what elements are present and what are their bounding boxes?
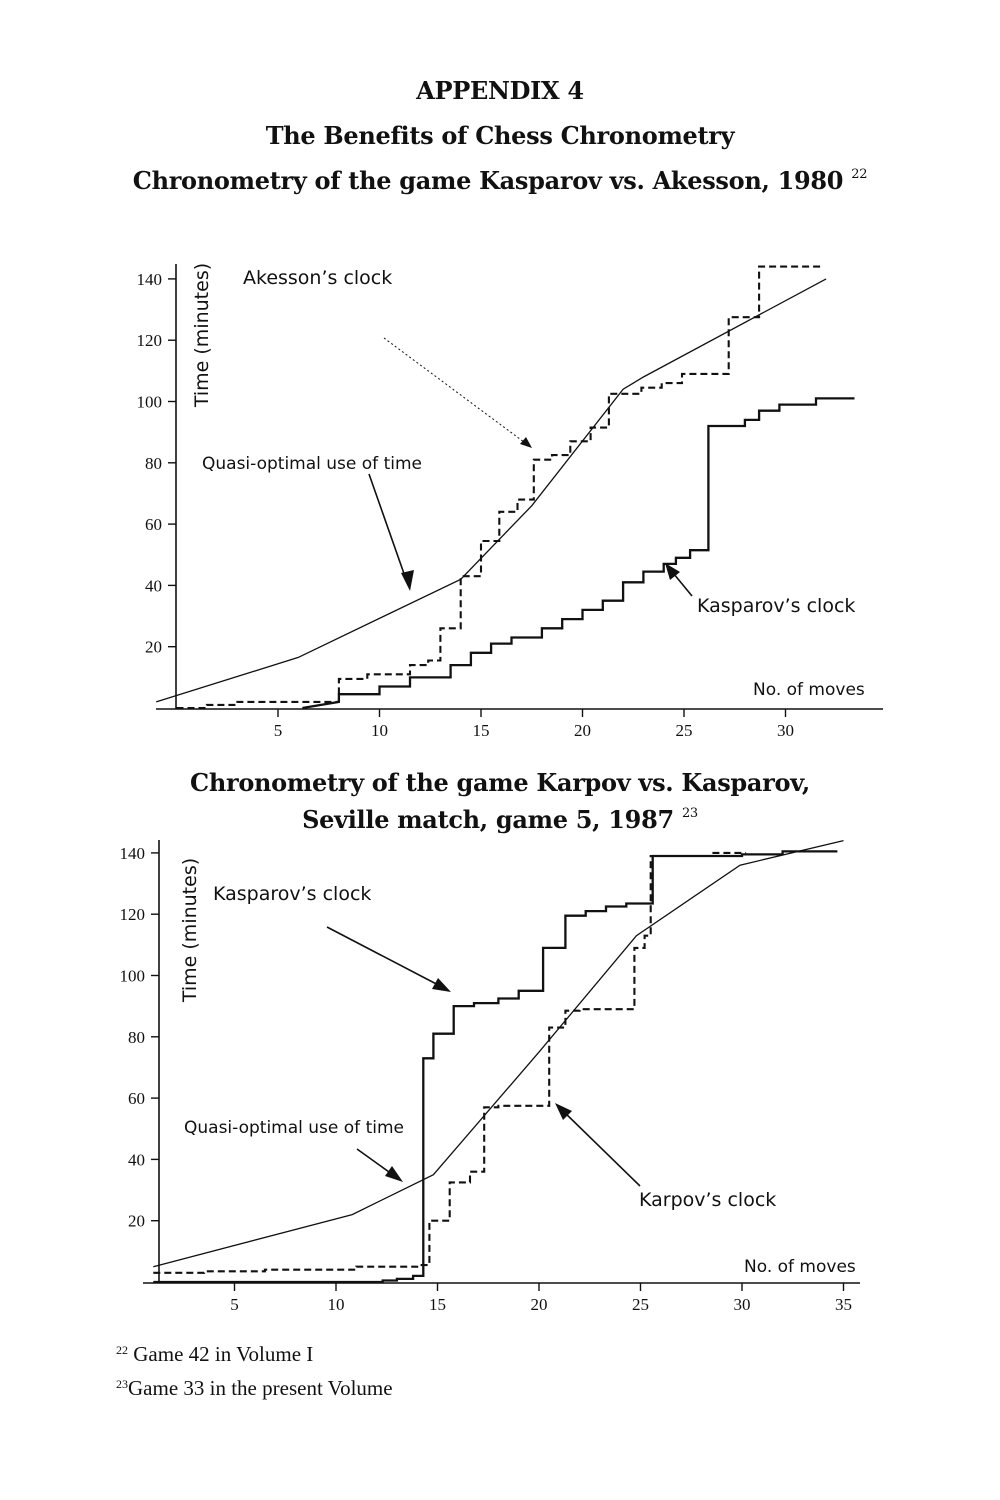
chart2-x-tick-label: 20 — [530, 1295, 548, 1314]
chart1-title — [0, 166, 1000, 195]
chart1-footnote-ref: 22 — [851, 167, 868, 182]
chart2-y-tick-label: 100 — [119, 966, 145, 986]
chart1-annotation-akesson: Akesson’s clock — [243, 267, 393, 289]
chart2-x-tick-label: 25 — [632, 1295, 649, 1314]
chart2-y-tick-label: 40 — [128, 1150, 145, 1170]
chart1-quasi-pointer — [369, 474, 408, 585]
chart2-title-line2: Seville match, game 5, 1987 — [302, 805, 674, 834]
chart2-footnote-ref: 23 — [681, 806, 698, 821]
chart2-kasparov-pointer — [327, 927, 444, 988]
chart2-x-tick-label: 35 — [835, 1295, 852, 1314]
chart1-y-tick-label: 40 — [145, 576, 162, 596]
chart2-series-kasparov-s-clock — [153, 851, 837, 1282]
chart2-quasi-arrowhead — [385, 1166, 403, 1182]
appendix-subtitle: The Benefits of Chess Chronometry — [265, 121, 735, 150]
chart1-annotation-kasparov: Kasparov’s clock — [697, 595, 856, 617]
chart2-x-tick-label: 30 — [733, 1295, 751, 1314]
chart2-y-tick-label: 120 — [119, 905, 145, 925]
chart2-annotation-quasi: Quasi-optimal use of time — [184, 1118, 404, 1138]
chart1-y-axis-label: Time (minutes) — [191, 262, 213, 408]
chart2-x-axis-label: No. of moves — [744, 1257, 856, 1277]
chart1-series-quasi-optimal-use-of-time — [156, 279, 826, 702]
chart1-akesson-arrowhead — [520, 437, 532, 448]
chart2-y-tick-label: 140 — [119, 843, 145, 863]
chart1-y-tick-label: 80 — [145, 453, 162, 473]
chart1-title-text: Chronometry of the game Kasparov vs. Akesson, 1980 — [132, 166, 844, 195]
chart2-title-line1: Chronometry of the game Karpov vs. Kasparov, — [190, 768, 810, 797]
chart1-axes — [137, 263, 884, 740]
footnote-22-text: Game 42 in Volume I — [133, 1342, 314, 1366]
chart1-y-tick-label: 140 — [136, 269, 162, 289]
chart1-x-tick-label: 15 — [472, 721, 490, 740]
chart1-y-tick-label: 60 — [145, 515, 162, 535]
footnote-23-number: 23 — [116, 1377, 128, 1391]
chart2-x-tick-label: 15 — [429, 1295, 446, 1314]
chart1-annotation-quasi: Quasi-optimal use of time — [202, 454, 422, 474]
chart1-y-tick-label: 20 — [145, 637, 162, 657]
chart2-x-tick-label: 5 — [230, 1295, 239, 1314]
footnote-23 — [116, 1369, 393, 1403]
chart2-annotation-karpov: Karpov’s clock — [639, 1189, 777, 1211]
chart2-axes — [120, 840, 861, 1314]
chart2-y-axis-label: Time (minutes) — [179, 857, 201, 1003]
chart2-annotation-kasparov: Kasparov’s clock — [213, 883, 372, 905]
footnote-22 — [116, 1335, 393, 1369]
chart2-karpov-pointer — [561, 1109, 640, 1186]
footnote-23-text: Game 33 in the present Volume — [128, 1376, 393, 1400]
chart2-x-tick-label: 10 — [327, 1295, 345, 1314]
chart1-akesson-pointer — [384, 338, 532, 448]
chart2-y-tick-label: 20 — [128, 1211, 145, 1231]
chart1-quasi-arrowhead — [401, 570, 414, 591]
chart2-series-group — [153, 841, 843, 1282]
footnote-22-number: 22 — [116, 1343, 128, 1357]
chart-kasparov-akesson — [0, 230, 1000, 750]
chart1-x-tick-label: 25 — [675, 721, 693, 740]
chart1-x-tick-label: 20 — [574, 721, 591, 740]
chart2-y-tick-label: 60 — [128, 1089, 145, 1109]
chart1-series-group — [156, 267, 854, 708]
chart1-x-tick-label: 10 — [371, 721, 388, 740]
chart1-x-tick-label: 30 — [777, 721, 794, 740]
chart1-y-tick-label: 100 — [136, 392, 162, 412]
chart1-y-tick-label: 120 — [136, 331, 162, 351]
chart1-x-tick-label: 5 — [273, 721, 283, 740]
chart2-kasparov-arrowhead — [432, 978, 451, 992]
chart1-series-kasparov-s-clock — [302, 398, 854, 708]
footnotes — [116, 1335, 393, 1403]
appendix-heading: APPENDIX 4 — [416, 76, 584, 105]
chart2-y-tick-label: 80 — [128, 1027, 145, 1047]
chart1-x-axis-label: No. of moves — [753, 680, 865, 700]
chart-karpov-kasparov — [0, 830, 1000, 1330]
